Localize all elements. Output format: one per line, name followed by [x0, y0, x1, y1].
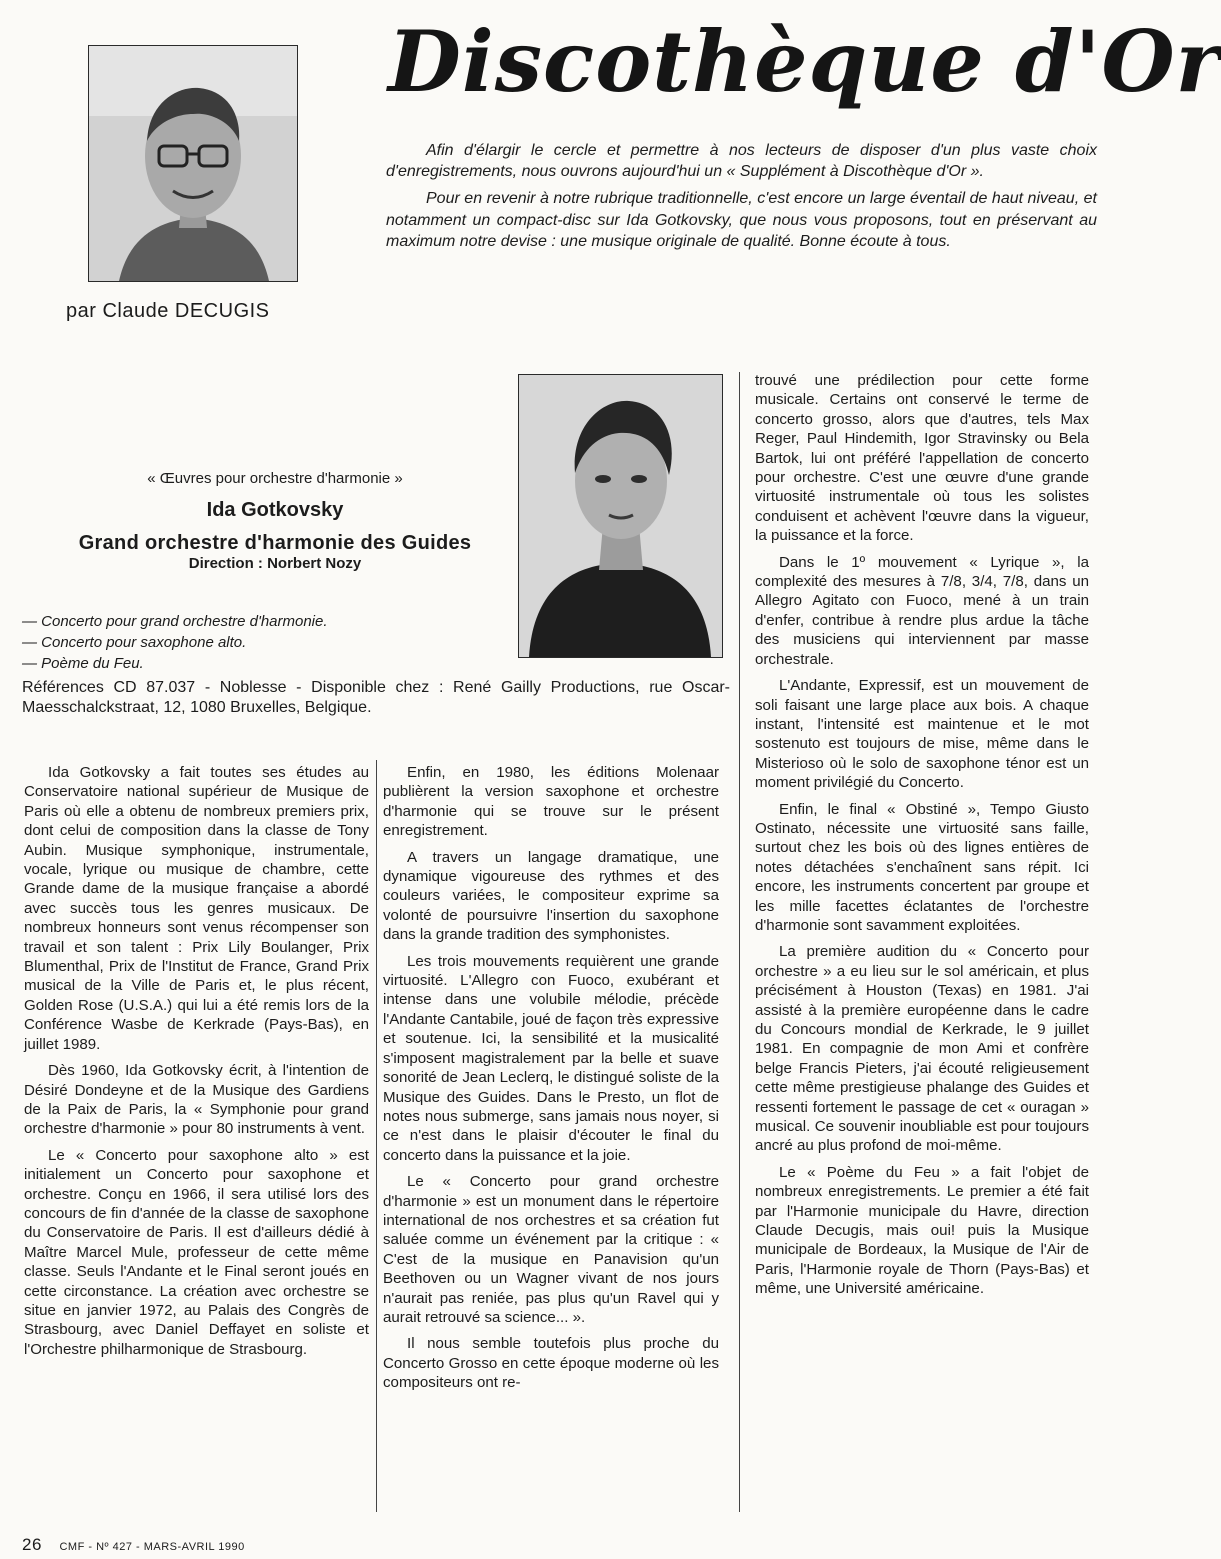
article-paragraph: L'Andante, Expressif, est un mouvement de soli faisant une large place aux bois. A chaque instant, l'intensité est maintenue et le mot sostenuto est toujours de mise, même dans le Misterioso où le solo de saxophone ténor est un moment privilégié du Concerto.: [755, 677, 1089, 792]
byline: par Claude DECUGIS: [66, 300, 270, 322]
article-paragraph: trouvé une prédilection pour cette forme musicale. Certains ont conservé le terme de concerto grosso, alors que d'autres, tels Max Reger, Paul Hindemith, Igor Stravinsky ou Bela Bartok, lui ont préféré l'appellation de concerto pour orchestre. C'est une œuvre d'une grande virtuosité instrumentale où tous les solistes conduisent et achèvent l'œuvre dans la vigueur, la puissance et la force.: [755, 372, 1089, 545]
article-paragraph: Enfin, en 1980, les éditions Molenaar publièrent la version saxophone et orchestre d'harmonie qui se trouve sur le présent enregistrement.: [383, 764, 719, 840]
article-paragraph: A travers un langage dramatique, une dynamique vigoureuse des rythmes et des couleurs variées, le compositeur exprime sa volonté de poursuivre l'insertion du saxophone dans la grande tradition des symphonistes.: [383, 848, 719, 944]
artist-photo: [518, 374, 723, 658]
conductor-direction: Direction : Norbert Nozy: [188, 555, 362, 572]
article-paragraph: La première audition du « Concerto pour orchestre » a eu lieu sur le sol américain, et plus précisément à Houston (Texas) en 1981. J'ai assisté à la première européenne dans le cadre du Concours mondial de Kerkrade, le 9 juillet 1981. En compagnie de mon Ami et confrère belge Francis Pieters, j'ai écouté religieusement cette même prestigieuse phalange des Guides et ressenti fortement le passage de cet « ouragan » musical. Ce souvenir inoubliable est pour toujours ancré au plus profond de moi-même.: [755, 943, 1089, 1155]
intro-paragraph: Pour en revenir à notre rubrique traditionnelle, c'est encore un large éventail de haut niveau, et notamment un compact-disc sur Ida Gotkovsky, que nous vous proposons, tout en préservant au maximum notre devise : une musique originale de qualité. Bonne écoute à tous.: [386, 190, 1097, 250]
disc-header: [40, 470, 510, 572]
page-number: 26: [22, 1535, 42, 1554]
article-paragraph: Le « Concerto pour grand orchestre d'harmonie » est un monument dans le répertoire international de nos orchestres et sa création fut saluée comme un événement par la critique : « C'est de la musique en Panavision qu'un Beethoven ou un Wagner vivant de nos jours n'aurait pas reniée, pas plus qu'un Ravel qui y aurait retrouvé sa science... ».: [383, 1173, 719, 1326]
track-list: [22, 611, 512, 674]
article-paragraph: Dans le 1º mouvement « Lyrique », la complexité des mesures à 7/8, 3/4, 7/8, dans un Allegro Agitato con Fuoco, mené à un train d'enfer, contribue à rendre plus ardue la tâche des musiciens qui interviennent par masse orchestrale.: [755, 553, 1089, 668]
article-paragraph: Le « Concerto pour saxophone alto » est initialement un Concerto pour saxophone et orchestre. Conçu en 1966, il sera utilisé lors des concours de fin d'année de la classe de saxophone du Conservatoire de Paris. Il est d'ailleurs dédié à Maître Marcel Mule, professeur de cette même classe. Seuls l'Andante et le Final seront joués en cette circonstance. La création avec orchestre se situe en janvier 1972, au Palais des Congrès de Strasbourg, avec Daniel Deffayet en soliste et l'Orchestre philharmonique de Strasbourg.: [24, 1146, 369, 1358]
article-column-1: [24, 763, 369, 1366]
article-paragraph: Le « Poème du Feu » a fait l'objet de nombreux enregistrements. Le premier a été fait par l'Harmonie municipale du Havre, direction Claude Decugis, mais oui! puis la Musique municipale de Bordeaux, la Musique de l'Air de Paris, l'Harmonie royale de Thorn (Pays-Bas) et même, une Université américaine.: [755, 1163, 1089, 1298]
ensemble-name: Grand orchestre d'harmonie des Guides: [78, 532, 472, 554]
article-column-3: [755, 371, 1089, 1306]
cd-references: Références CD 87.037 - Noblesse - Disponible chez : René Gailly Productions, rue Oscar-Maesschalckstraat, 12, 1080 Bruxelles, Belgique.: [22, 679, 730, 716]
column-divider: [739, 372, 740, 1512]
article-paragraph: Dès 1960, Ida Gotkovsky écrit, à l'intention de Désiré Dondeyne et de la Musique des Gardiens de la Paix de Paris, la « Symphonie pour grand orchestre d'harmonie » pour 80 instruments à vent.: [24, 1062, 369, 1138]
page-footer: [22, 1535, 322, 1555]
article-paragraph: Enfin, le final « Obstiné », Tempo Giusto Ostinato, nécessite une virtuosité sans faille, surtout chez les bois où des lignes entières de notes détachées s'enchaînent sans répit. Ici encore, les instruments concertent par groupe et les mille facettes éclatantes de l'orchestre d'harmonie sont savamment exploitées.: [755, 800, 1089, 934]
intro-text: [386, 140, 1097, 258]
issue-info: CMF - Nº 427 - MARS-AVRIL 1990: [59, 1541, 245, 1553]
album-title: « Œuvres pour orchestre d'harmonie »: [147, 470, 403, 487]
author-photo: [88, 45, 298, 282]
article-column-2: [383, 763, 719, 1400]
article-paragraph: Ida Gotkovsky a fait toutes ses études au Conservatoire national supérieur de Musique de Paris où elle a obtenu de nombreux premiers prix, dont celui de composition dans la classe de Tony Aubin. Musique symphonique, instrumentale, vocale, lyrique ou musique de chambre, cette Grande dame de la musique française a abordé avec succès tous les genres musicaux. De nombreux honneurs sont venus récompenser son travail et son talent : Prix Lily Boulanger, Prix Blumenthal, Prix de l'Institut de France, Grand Prix musical de la Ville de Paris et, le plus récent, Golden Rose (U.S.A.) qui lui a été remis lors de la Conférence Wasbe de Kerkrade (Pays-Bas), en juillet 1989.: [24, 764, 369, 1053]
article-paragraph: Les trois mouvements requièrent une grande virtuosité. L'Allegro con Fuoco, exubérant et intense dans une volubile mélodie, précède l'Andante Cantabile, joué de façon très expressive et soutenue. Ici, la sensibilité et la musicalité s'imposent magistralement par la belle et suave sonorité de Jean Leclerq, le distingué soliste de la Musique des Guides. Dans le Presto, un flot de notes nous submerge, sans jamais nous noyer, si ce n'est dans le plaisir d'écouter le final du concerto dans la puissance et la joie.: [383, 952, 719, 1164]
article-paragraph: Il nous semble toutefois plus proche du Concerto Grosso en cette époque moderne où les compositeurs ont re-: [383, 1335, 719, 1392]
track-item: — Concerto pour grand orchestre d'harmonie.: [22, 613, 328, 630]
track-item: — Concerto pour saxophone alto.: [22, 634, 247, 651]
track-item: — Poème du Feu.: [22, 655, 144, 672]
column-divider: [376, 760, 377, 1512]
intro-paragraph: Afin d'élargir le cercle et permettre à nos lecteurs de disposer d'un plus vaste choix d'enregistrements, nous ouvrons aujourd'hui un « Supplément à Discothèque d'Or ».: [386, 142, 1097, 181]
page-title: Discothèque d'Or: [388, 12, 1221, 111]
composer-name: Ida Gotkovsky: [206, 499, 344, 521]
